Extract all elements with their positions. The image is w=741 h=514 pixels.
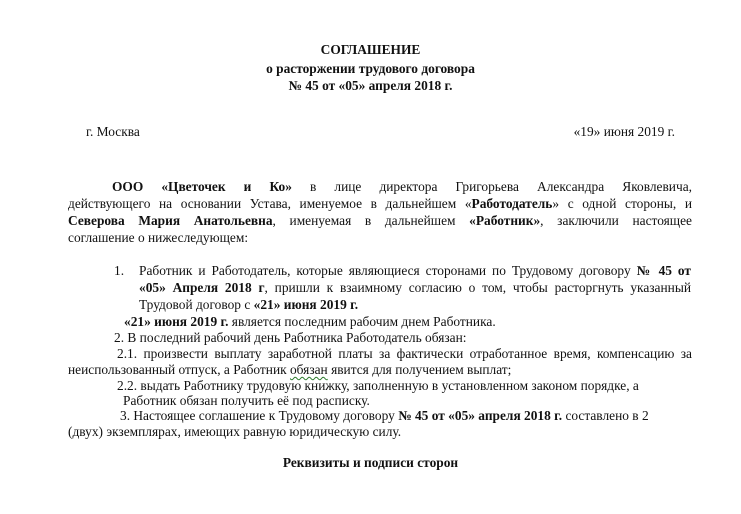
clause-3-line-2: (двух) экземплярах, имеющих равную юридическую силу. bbox=[68, 424, 402, 439]
clause-1-line-3: Трудовой договор с «21» июня 2019 г. bbox=[139, 297, 359, 312]
employer-label: Работодатель bbox=[471, 196, 553, 211]
employee-name: Северова Мария Анатольевна bbox=[68, 213, 273, 228]
city: г. Москва bbox=[86, 124, 140, 139]
clause-1-line-4: «21» июня 2019 г. является последним рабочим днем Работника. bbox=[124, 314, 496, 329]
spellcheck-word: обязан bbox=[289, 362, 328, 377]
employee-label: «Работник» bbox=[469, 213, 541, 228]
intro-line-3: Северова Мария Анатольевна, именуемая в дальнейшем «Работник», заключили настоящее bbox=[68, 213, 692, 228]
requisites-heading: Реквизиты и подписи сторон bbox=[282, 455, 459, 470]
clause-2-1-line-1: 2.1. произвести выплату заработной платы за фактически отработанное время, компенсацию за bbox=[117, 346, 692, 361]
clause-2-header: 2. В последний рабочий день Работника Работодатель обязан: bbox=[114, 330, 467, 345]
clause-2-2-line-2: Работник обязан получить её под расписку. bbox=[123, 393, 370, 408]
clause-2-1-line-2: неиспользованный отпуск, а Работник обязан явится для получением выплат; bbox=[68, 362, 512, 377]
document-subtitle: о расторжении трудового договора bbox=[266, 61, 475, 76]
intro-line-1: ООО «Цветочек и Ко» в лице директора Григорьева Александра Яковлевича, bbox=[112, 179, 692, 194]
organization-name: ООО «Цветочек и Ко» bbox=[112, 179, 292, 194]
document-title: СОГЛАШЕНИЕ bbox=[320, 42, 421, 57]
clause-3-line-1: 3. Настоящее соглашение к Трудовому договору № 45 от «05» апреля 2018 г. составлено в 2 bbox=[120, 408, 649, 423]
clause-1-number: 1. bbox=[114, 263, 125, 278]
contract-number-line: № 45 от «05» апреля 2018 г. bbox=[288, 78, 453, 93]
clause-1-line-2: «05» Апреля 2018 г, пришли к взаимному согласию о том, чтобы расторгнуть указанный bbox=[139, 280, 691, 295]
agreement-date: «19» июня 2019 г. bbox=[573, 124, 675, 139]
clause-1-line-1: Работник и Работодатель, которые являющиеся сторонами по Трудовому договору № 45 от bbox=[139, 263, 691, 278]
intro-line-4: соглашение о нижеследующем: bbox=[68, 230, 249, 245]
intro-line-2: действующего на основании Устава, именуемое в дальнейшем «Работодатель» с одной стороны, и bbox=[68, 196, 692, 211]
clause-2-2-line-1: 2.2. выдать Работнику трудовую книжку, заполненную в установленном законом порядке, а bbox=[117, 378, 639, 393]
